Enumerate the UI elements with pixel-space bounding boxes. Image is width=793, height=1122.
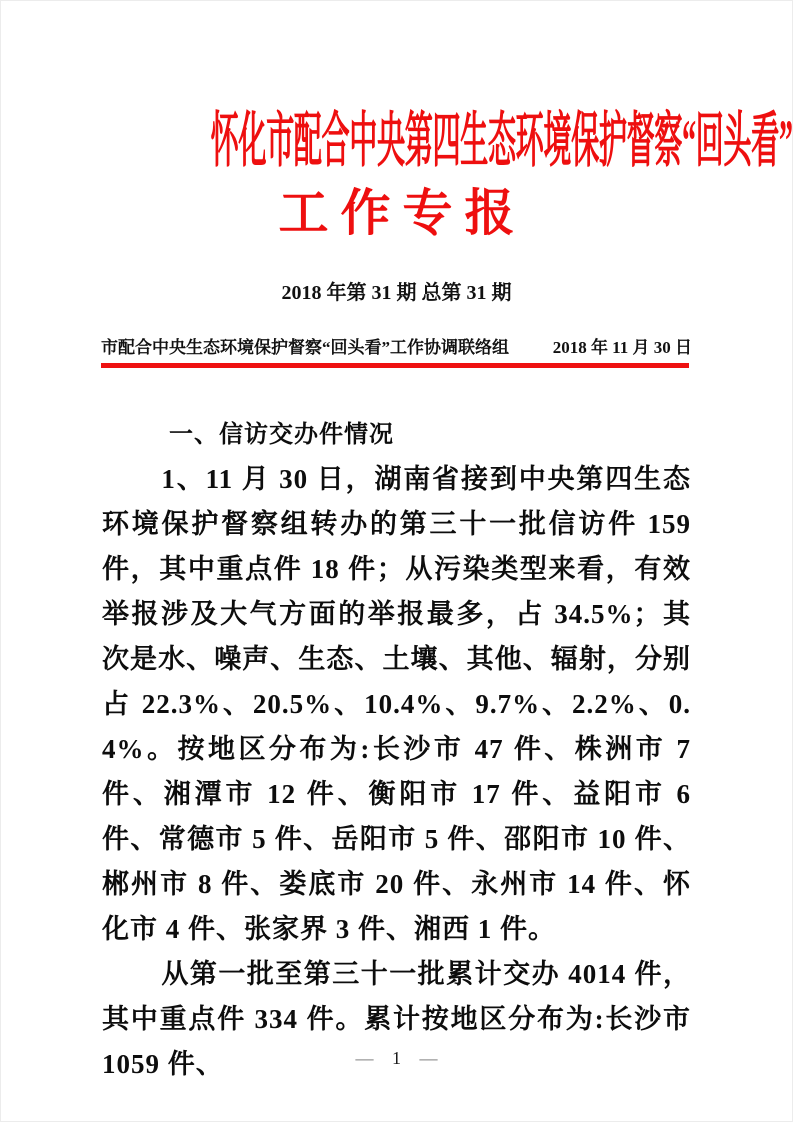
document-body (102, 412, 691, 1087)
masthead-row (101, 337, 692, 359)
footer-dash-left: — (355, 1048, 374, 1068)
issue-number-line: 2018 年第 31 期 总第 31 期 (281, 282, 512, 304)
body-paragraph: 从第一批至第三十一批累计交办 4014 件，其中重点件 334 件。累计按地区分布为:长沙市 1059 件、 (102, 959, 691, 1079)
footer-dash-right: — (419, 1048, 438, 1068)
issue-date: 2018 年 11 月 30 日 (552, 338, 692, 357)
document-title-line2: 工作专报 (278, 185, 527, 241)
page-footer (1, 1047, 792, 1069)
red-divider-rule (101, 363, 689, 368)
page-number: 1 (392, 1048, 401, 1068)
document-masthead (1, 1, 792, 368)
document-title-line1: 怀化市配合中央第四生态环境保护督察“回头看” (210, 108, 793, 174)
issuing-org-name: 市配合中央生态环境保护督察“回头看”工作协调联络组 (101, 338, 509, 357)
body-paragraph: 1、11 月 30 日，湖南省接到中央第四生态环境保护督察组转办的第三十一批信访件 159 件，其中重点件 18 件；从污染类型来看，有效举报涉及大气方面的举报最多，占 34.5%；其次是水、噪声、生态、土壤、其他、辐射，分别占 22.3%、20.5%、10.4%、9.7%、2.2%、0.4%。按地区分布为:长沙市 47 件、株洲市 7 件、湘潭市 12 件、衡阳市 17 件、益阳市 6 件、常德市 5 件、岳阳市 5 件、邵阳市 10 件、郴州市 8 件、娄底市 20 件、永州市 14 件、怀化市 4 件、张家界 3 件、湘西 1 件。 (102, 464, 691, 944)
section-heading: 一、信访交办件情况 (169, 421, 394, 448)
